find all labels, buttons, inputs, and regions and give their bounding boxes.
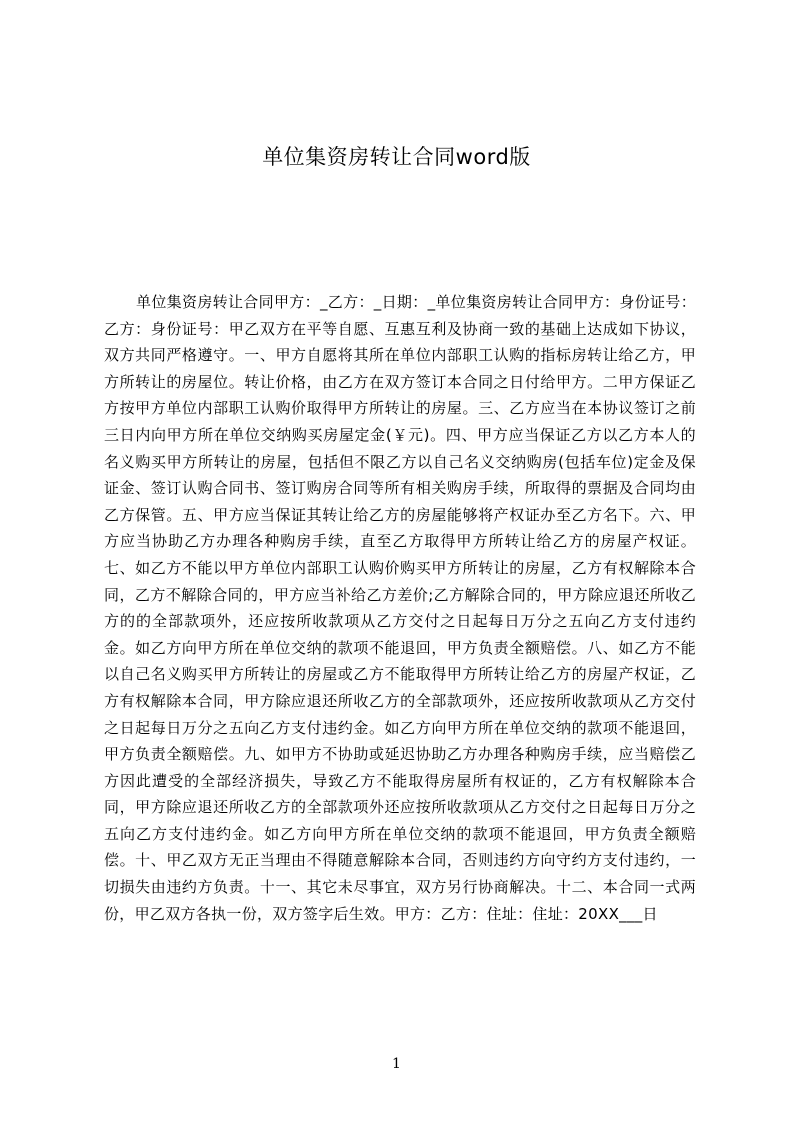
page-number: 1	[392, 1056, 401, 1072]
document-title: 单位集资房转让合同word版	[262, 145, 531, 169]
contract-body-paragraph: 单位集资房转让合同甲方：_乙方：_日期：_单位集资房转让合同甲方：身份证号：乙方：身份证号：甲乙双方在平等自愿、互惠互利及协商一致的基础上达成如下协议，双方共同严格遵守。一、甲方自愿将其所在单位内部职工认购的指标房转让给乙方，甲方所转让的房屋位。转让价格，由乙方在双方签订本合同之日付给甲方。二甲方保证乙方按甲方单位内部职工认购价取得甲方所转让的房屋。三、乙方应当在本协议签订之前三日内向甲方所在单位交纳购买房屋定金(￥元)。四、甲方应当保证乙方以乙方本人的名义购买甲方所转让的房屋，包括但不限乙方以自己名义交纳购房(包括车位)定金及保证金、签订认购合同书、签订购房合同等所有相关购房手续，所取得的票据及合同均由乙方保管。五、甲方应当保证其转让给乙方的房屋能够将产权证办至乙方名下。六、甲方应当协助乙方办理各种购房手续，直至乙方取得甲方所转让给乙方的房屋产权证。七、如乙方不能以甲方单位内部职工认购价购买甲方所转让的房屋，乙方有权解除本合同，乙方不解除合同的，甲方应当补给乙方差价;乙方解除合同的，甲方除应退还所收乙方的的全部款项外，还应按所收款项从乙方交付之日起每日万分之五向乙方支付违约金。如乙方向甲方所在单位交纳的款项不能退回，甲方负责全额赔偿。八、如乙方不能以自己名义购买甲方所转让的房屋或乙方不能取得甲方所转让给乙方的房屋产权证，乙方有权解除本合同，甲方除应退还所收乙方的全部款项外，还应按所收款项从乙方交付之日起每日万分之五向乙方支付违约金。如乙方向甲方所在单位交纳的款项不能退回，甲方负责全额赔偿。九、如甲方不协助或延迟协助乙方办理各种购房手续，应当赔偿乙方因此遭受的全部经济损失，导致乙方不能取得房屋所有权证的，乙方有权解除本合同，甲方除应退还所收乙方的全部款项外还应按所收款项从乙方交付之日起每日万分之五向乙方支付违约金。如乙方向甲方所在单位交纳的款项不能退回，甲方负责全额赔偿。十、甲乙双方无正当理由不得随意解除本合同，否则违约方向守约方支付违约，一切损失由违约方负责。十一、其它未尽事宜，双方另行协商解决。十二、本合同一式两份，甲乙双方各执一份，双方签字后生效。甲方：乙方：住址：住址：20XX___日	[104, 293, 696, 923]
